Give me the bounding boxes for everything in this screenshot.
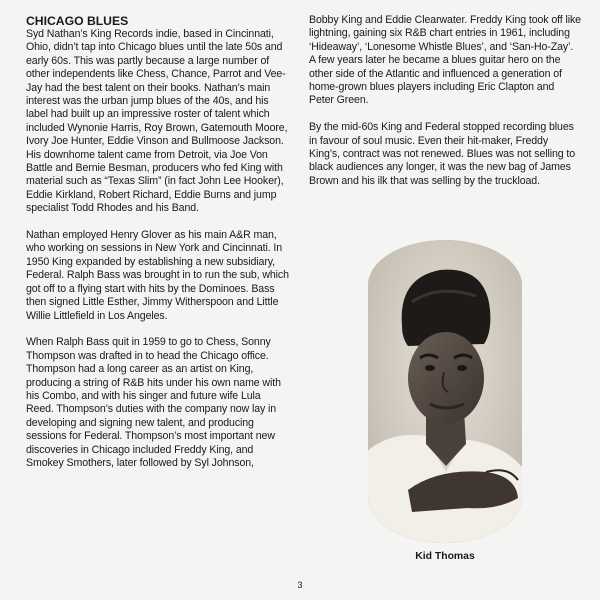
article-heading: CHICAGO BLUES: [26, 14, 129, 28]
portrait-illustration: [368, 240, 522, 543]
paragraph: Syd Nathan’s King Records indie, based in Cincinnati, Ohio, didn’t tap into Chicago blues until the late 50s and early 60s. This was partly because a large number of other independents like Chess, Chance, Parrot and Vee-Jay had the best talent on their books. Nathan’s main interest was the urban jump blues of the 40s, and his label had built up an impressive roster of talent which included Wynonie Harris, Roy Brown, Gatemouth Moore, Ivory Joe Hunter, Eddie Vinson and Bullmoose Jackson. His downhome talent came from Detroit, via Joe Von Battle and Bernie Besman, producers who fed King with material such as “Texas Slim” (in fact John Lee Hooker), Eddie Kirkland, Robert Richard, Eddie Burns and jump specialist Todd Rhodes and his Band.: [26, 28, 288, 215]
paragraph: Bobby King and Eddie Clearwater. Freddy King took off like lightning, gaining six R&B chart entries in 1961, including ‘Hideaway’, ‘Lonesome Whistle Blues’, and ‘San-Ho-Zay’. A few years later he became a blues guitar hero on the other side of the Atlantic and influenced a generation of home-grown blues players including Eric Clapton and Peter Green.: [309, 14, 581, 107]
right-column: [309, 14, 581, 202]
page-number: 3: [297, 580, 303, 590]
paragraph: By the mid-60s King and Federal stopped recording blues in favour of soul music. Even their hit-maker, Freddy King’s, contract was not renewed. Blues was not selling to black audiences any longer, it was the new bag of James Brown and his ilk that was selling by the truckload.: [309, 121, 576, 187]
left-column: [26, 14, 291, 484]
paragraph: Nathan employed Henry Glover as his main A&R man, who working on sessions in New York and Cincinnati. In 1950 King expanded by establishing a new subsidiary, Federal. Ralph Bass was brought in to run the sub, which got off to a flying start with hits by the Dominoes. Bass then signed Little Esther, Jimmy Witherspoon and Little Willie Littlefield in Los Angeles.: [26, 229, 289, 322]
paragraph: When Ralph Bass quit in 1959 to go to Chess, Sonny Thompson was drafted in to head the Chicago office. Thompson had a long career as an artist on King, producing a string of R&B hits under his own name with his Combo, and with his singer and future wife Lula Reed. Thompson’s duties with the company now lay in developing and signing new talent, and producing sessions for Federal. Thompson’s most important new discoveries in Chicago included Freddy King, and Smokey Smothers, later followed by Syl Johnson,: [26, 336, 281, 469]
photo-caption: Kid Thomas: [415, 551, 475, 562]
portrait-photo: [368, 240, 522, 543]
